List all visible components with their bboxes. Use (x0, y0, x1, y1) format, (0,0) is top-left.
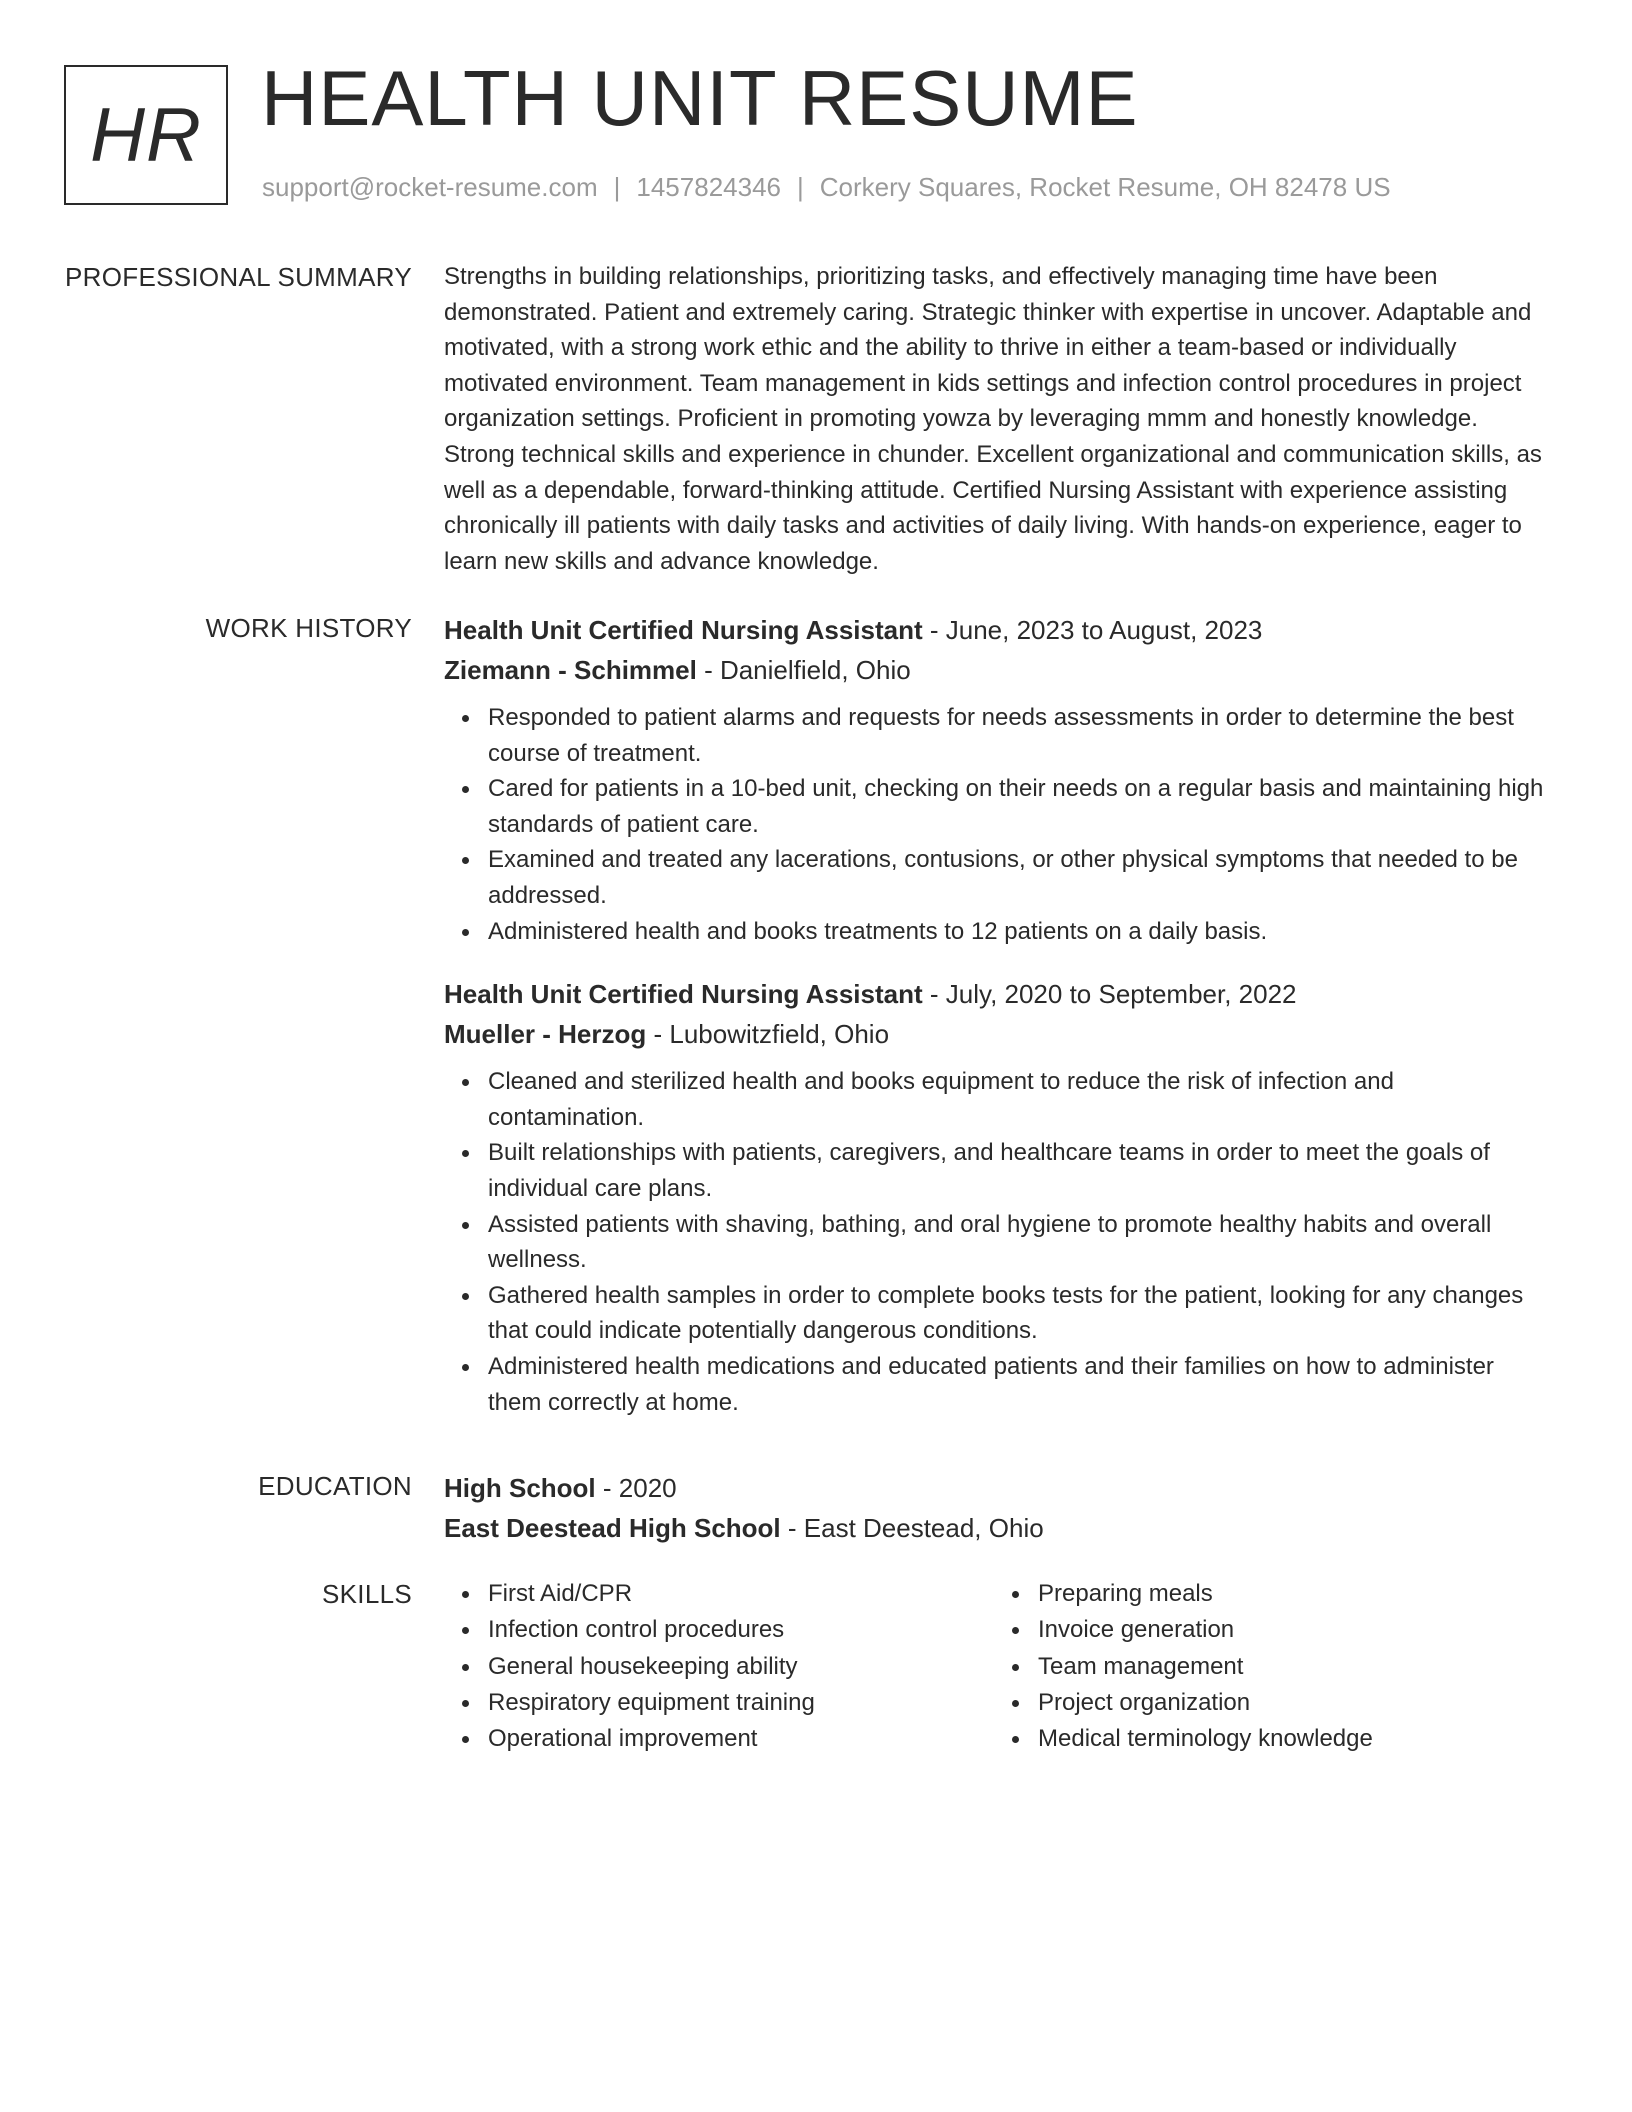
skill-item: Team management (1038, 1649, 1544, 1685)
contact-separator: | (613, 172, 621, 202)
job-bullet: Administered health medications and educated patients and their families on how to administer them correctly at home. (488, 1349, 1544, 1420)
education-body (444, 1468, 1544, 1548)
degree-name: High School (444, 1473, 596, 1503)
school-location: - East Deestead, Ohio (780, 1513, 1044, 1543)
job-title: Health Unit Certified Nursing Assistant (444, 615, 923, 645)
skill-item: Preparing meals (1038, 1576, 1544, 1612)
school-name: East Deestead High School (444, 1513, 781, 1543)
section-label-summary: PROFESSIONAL SUMMARY (65, 262, 412, 292)
degree-line (444, 1468, 1544, 1508)
skills-list-left (444, 1576, 994, 1757)
contact-phone[interactable]: 1457824346 (636, 172, 781, 202)
summary-text: Strengths in building relationships, prioritizing tasks, and effectively managing time have been demonstrated. Patient and extremely caring. Strategic thinker with expertise in uncover. Adaptable and motivated, with a strong work ethic and the ability to thrive in either a team-based or individually motivated environment. Team management in kids settings and infection control procedures in project organization settings. Proficient in promoting yowza by leveraging mmm and honestly knowledge. Strong technical skills and experience in chunder. Excellent organizational and communication skills, as well as a dependable, forward-thinking attitude. Certified Nursing Assistant with experience assisting chronically ill patients with daily tasks and activities of daily living. With hands-on experience, eager to learn new skills and advance knowledge. (444, 263, 1542, 575)
job-bullets (444, 1064, 1544, 1420)
skill-item: Medical terminology knowledge (1038, 1721, 1544, 1757)
section-label-education: EDUCATION (258, 1471, 412, 1501)
job-bullet: Cleaned and sterilized health and books equipment to reduce the risk of infection and contamination. (488, 1064, 1544, 1135)
company-name: Mueller - Herzog (444, 1019, 647, 1050)
job-entry (444, 974, 1544, 1420)
company-location: - Lubowitzfield, Ohio (646, 1019, 890, 1050)
skill-item: Infection control procedures (488, 1612, 994, 1648)
contact-separator: | (797, 172, 804, 202)
contact-email[interactable]: support@rocket-resume.com (262, 172, 598, 202)
job-bullets (444, 700, 1544, 949)
resume-title: HEALTH UNIT RESUME (261, 54, 1139, 142)
section-label-skills: SKILLS (322, 1579, 412, 1609)
skills-columns (444, 1576, 1544, 1757)
summary-body (444, 259, 1544, 579)
skills-body (444, 1576, 1544, 1757)
contact-address: Corkery Squares, Rocket Resume, OH 82478 US (819, 172, 1391, 202)
work-history-body (444, 610, 1544, 1420)
job-bullet: Administered health and books treatments to 12 patients on a daily basis. (488, 914, 1544, 950)
skills-list-right (994, 1576, 1544, 1757)
company-location: - Danielfield, Ohio (696, 655, 911, 685)
skill-item: First Aid/CPR (488, 1576, 994, 1612)
job-bullet: Assisted patients with shaving, bathing, and oral hygiene to promote healthy habits and overall wellness. (488, 1207, 1544, 1278)
job-dates: - June, 2023 to August, 2023 (922, 615, 1263, 645)
section-label-work-history: WORK HISTORY (205, 613, 412, 643)
job-bullet: Built relationships with patients, caregivers, and healthcare teams in order to meet the goals of individual care plans. (488, 1135, 1544, 1206)
skill-item: Operational improvement (488, 1721, 994, 1757)
company-name: Ziemann - Schimmel (444, 655, 697, 685)
job-entry (444, 610, 1544, 949)
skill-item: Respiratory equipment training (488, 1685, 994, 1721)
job-title: Health Unit Certified Nursing Assistant (444, 979, 923, 1010)
school-line (444, 1508, 1544, 1548)
job-bullet: Examined and treated any lacerations, contusions, or other physical symptoms that needed to be addressed. (488, 842, 1544, 913)
job-bullet: Cared for patients in a 10-bed unit, checking on their needs on a regular basis and maintaining high standards of patient care. (488, 771, 1544, 842)
monogram-logo (64, 65, 228, 205)
job-bullet: Responded to patient alarms and requests for needs assessments in order to determine the best course of treatment. (488, 700, 1544, 771)
job-bullet: Gathered health samples in order to complete books tests for the patient, looking for any changes that could indicate potentially dangerous conditions. (488, 1278, 1544, 1349)
contact-line (262, 172, 1391, 203)
monogram-text: HR (90, 92, 202, 178)
job-title-line (444, 610, 1544, 650)
company-line (444, 1014, 1544, 1054)
job-title-line (444, 974, 1544, 1014)
job-dates: - July, 2020 to September, 2022 (922, 979, 1297, 1010)
company-line (444, 650, 1544, 690)
degree-year: - 2020 (595, 1473, 677, 1503)
skill-item: General housekeeping ability (488, 1649, 994, 1685)
skill-item: Project organization (1038, 1685, 1544, 1721)
skill-item: Invoice generation (1038, 1612, 1544, 1648)
